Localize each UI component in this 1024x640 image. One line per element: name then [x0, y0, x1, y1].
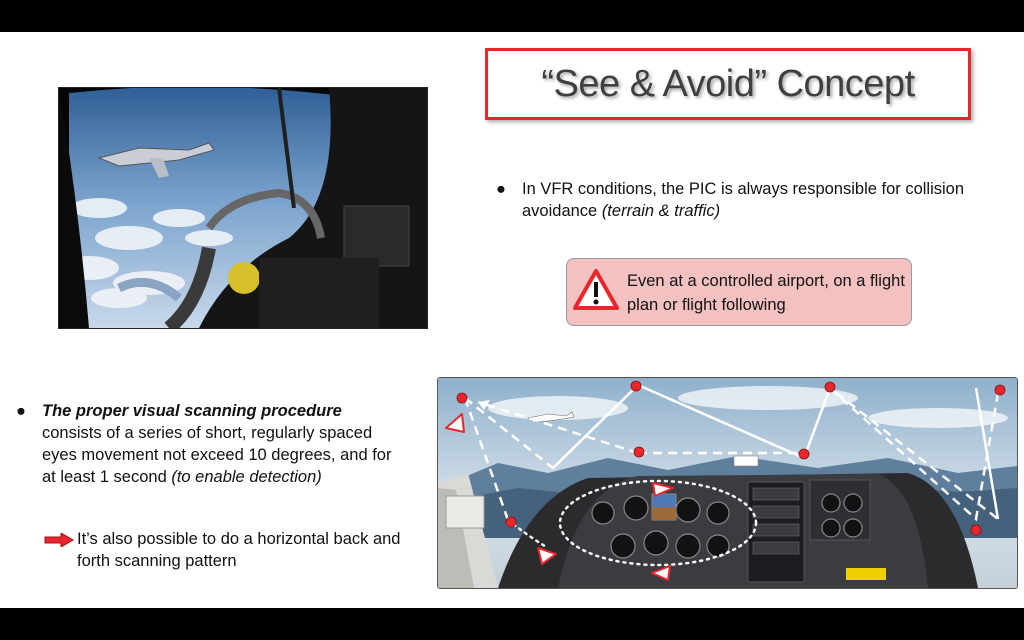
letterbox-bottom [0, 608, 1024, 640]
red-arrow-icon [44, 533, 74, 547]
bullet-dot: ● [16, 402, 26, 420]
bullet-scan-main: consists of a series of short, regularly spaced eyes movement not exceed 10 degrees, and for at least 1 second [42, 424, 392, 486]
sub-bullet-text: It’s also possible to do a horizontal back and forth scanning pattern [77, 530, 401, 570]
bullet-scan [16, 400, 396, 488]
bullet-dot: ● [496, 180, 506, 198]
slide [0, 32, 1024, 608]
warning-box [566, 258, 912, 326]
bullet-scan-emphasis: (to enable detection) [171, 468, 322, 486]
sub-bullet-horizontal [44, 528, 404, 572]
warning-triangle-icon [573, 269, 619, 311]
letterbox-top [0, 0, 1024, 32]
slide-title: “See & Avoid” Concept [541, 62, 915, 105]
warning-text: Even at a controlled airport, on a flight plan or flight following [627, 272, 905, 314]
scanning-pattern-image [438, 378, 1017, 588]
fighter-cockpit-photo [58, 87, 428, 329]
scanning-pattern-photo [437, 377, 1018, 589]
fighter-cockpit-image [59, 88, 427, 328]
bullet-vfr-text [522, 178, 976, 222]
bullet-scan-bold: The proper visual scanning procedure [42, 402, 342, 420]
bullet-vfr [496, 178, 976, 222]
bullet-scan-text [42, 400, 396, 488]
bullet-vfr-emphasis: (terrain & traffic) [601, 202, 721, 220]
title-box [485, 48, 971, 120]
bullet-vfr-main: In VFR conditions, the PIC is always responsible for collision avoidance [522, 180, 965, 220]
